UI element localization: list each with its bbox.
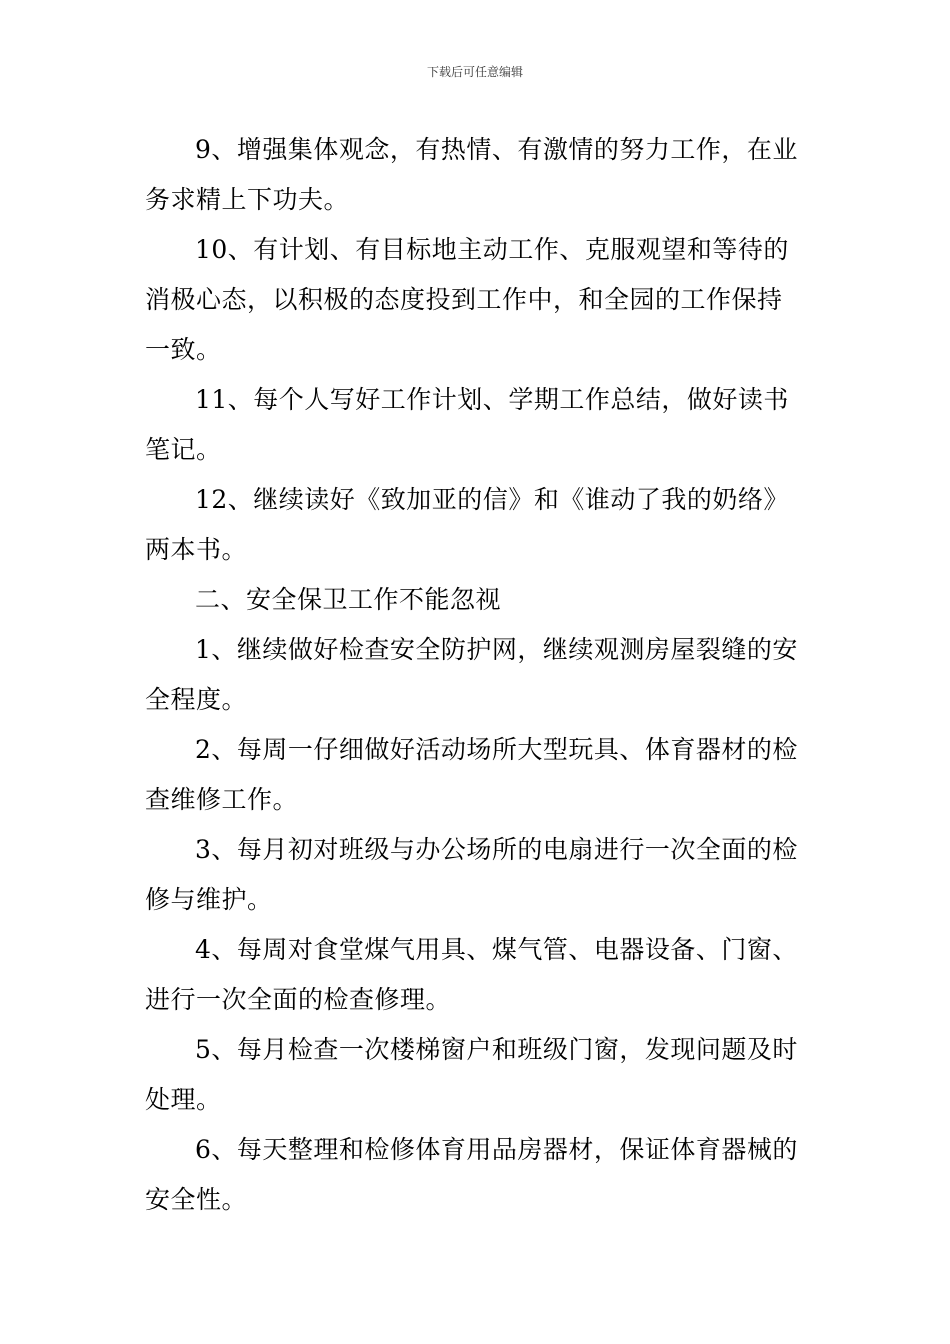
paragraph-item-4: 4、每周对食堂煤气用具、煤气管、电器设备、门窗、进行一次全面的检查修理。 bbox=[145, 935, 798, 1014]
paragraph-item-11: 11、每个人写好工作计划、学期工作总结，做好读书笔记。 bbox=[145, 385, 789, 464]
paragraph-item-5: 5、每月检查一次楼梯窗户和班级门窗，发现问题及时处理。 bbox=[145, 1035, 798, 1114]
paragraph-item-1: 1、继续做好检查安全防护网，继续观测房屋裂缝的安全程度。 bbox=[145, 635, 798, 714]
document-body bbox=[145, 125, 807, 1225]
paragraph-item-3: 3、每月初对班级与办公场所的电扇进行一次全面的检修与维护。 bbox=[145, 835, 798, 914]
paragraph-item-12: 12、继续读好《致加亚的信》和《谁动了我的奶络》两本书。 bbox=[145, 485, 789, 564]
paragraph-item-10: 10、有计划、有目标地主动工作、克服观望和等待的消极心态，以积极的态度投到工作中，和全园的工作保持一致。 bbox=[145, 235, 789, 364]
page-header: 下载后可任意编辑 bbox=[426, 65, 523, 79]
paragraph-item-9: 9、增强集体观念，有热情、有激情的努力工作，在业务求精上下功夫。 bbox=[145, 135, 798, 214]
section-heading-safety: 二、安全保卫工作不能忽视 bbox=[195, 585, 502, 614]
paragraph-item-6: 6、每天整理和检修体育用品房器材，保证体育器械的安全性。 bbox=[145, 1135, 798, 1214]
paragraph-item-2: 2、每周一仔细做好活动场所大型玩具、体育器材的检查维修工作。 bbox=[145, 735, 798, 814]
